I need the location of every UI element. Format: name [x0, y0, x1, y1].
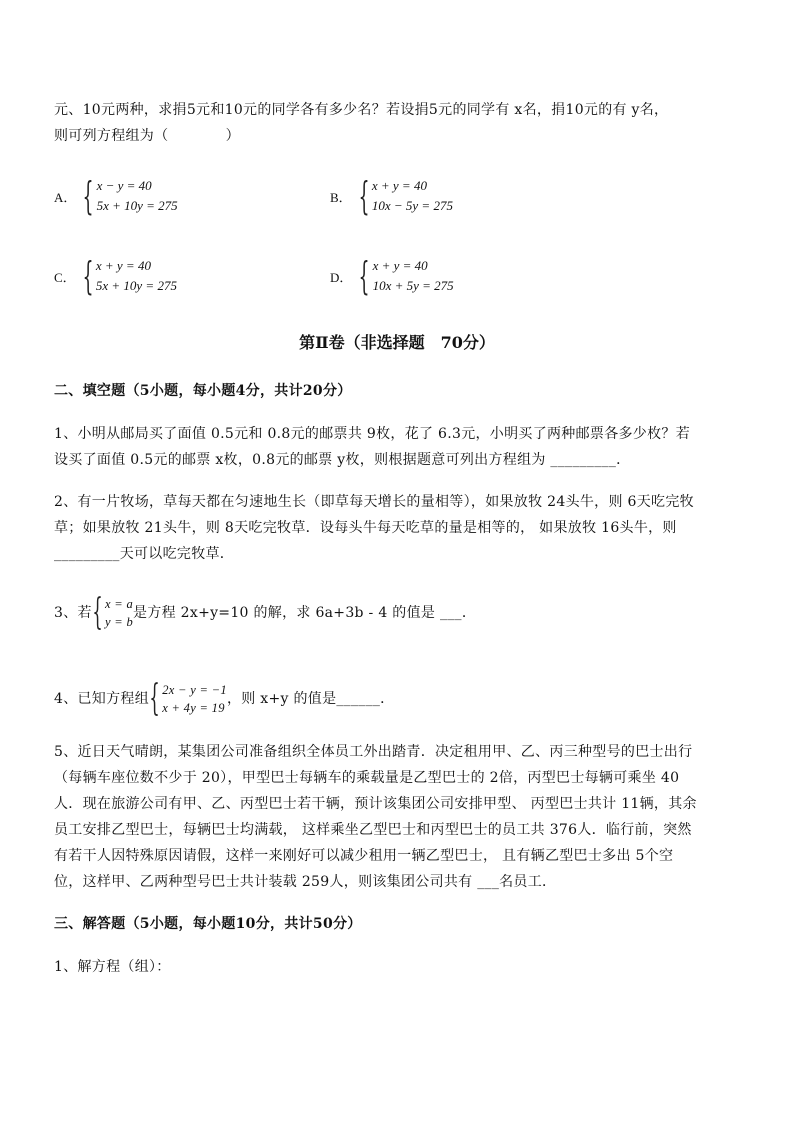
- fill-q5-line5: 有若干人因特殊原因请假，这样一来刚好可以减少租用一辆乙型巴士， 且有辆乙型巴士多出 5个空: [54, 848, 674, 864]
- option-c-eq1: x + y = 40: [95, 258, 151, 273]
- fill-q3: [54, 594, 476, 632]
- option-a[interactable]: [54, 176, 178, 216]
- fill-section-heading: 二、填空题（5小题，每小题4分，共计20分）: [54, 383, 352, 399]
- option-c-eq2: 5x + 10y = 275: [95, 278, 177, 293]
- fill-q4-suffix: ，则 x+y 的值是______．: [226, 691, 395, 707]
- fill-q4: [54, 680, 394, 718]
- fill-q1-line2: 设买了面值 0.5元的邮票 x枚，0.8元的邮票 y枚，则根据题意可列出方程组为 _________．: [54, 452, 631, 468]
- option-d-eq2: 10x + 5y = 275: [372, 278, 454, 293]
- fill-q3-system: [92, 594, 133, 632]
- solve-q1: 1、解方程（组）：: [54, 959, 171, 975]
- solve-section-heading: 三、解答题（5小题，每小题10分，共计50分）: [54, 916, 362, 932]
- option-d[interactable]: [330, 256, 454, 296]
- brace-icon: {: [359, 254, 370, 298]
- fill-q4-eq1: 2x − y = −1: [162, 683, 227, 697]
- option-a-label: A．: [54, 189, 77, 205]
- fill-q5-line1: 5、近日天气晴朗，某集团公司准备组织全体员工外出踏青．决定租用甲、乙、丙三种型号的巴士出行: [54, 744, 693, 760]
- option-c-system: [82, 256, 177, 296]
- option-b-system: [358, 176, 453, 216]
- fill-q2-line2: 草；如果放牧 21头牛，则 8天吃完牧草．设每头牛每天吃草的量是相等的， 如果放牧 16头牛，则: [54, 520, 677, 536]
- fill-q4-system: [149, 680, 227, 718]
- fill-q2-line3: _________天可以吃完牧草．: [54, 546, 235, 562]
- option-d-system: [358, 256, 453, 296]
- fill-q1-line1: 1、小明从邮局买了面值 0.5元和 0.8元的邮票共 9枚，花了 6.3元，小明买了两种邮票各多少枚？若: [54, 426, 691, 442]
- fill-q2-line1: 2、有一片牧场，草每天都在匀速地生长（即草每天增长的量相等），如果放牧 24头牛，则 6天吃完牧: [54, 494, 694, 510]
- fill-q3-eq1: x = a: [105, 597, 134, 611]
- option-d-label: D．: [330, 269, 353, 285]
- option-b[interactable]: [330, 176, 453, 216]
- option-c-label: C．: [54, 269, 76, 285]
- option-b-label: B．: [330, 189, 352, 205]
- brace-icon: {: [83, 174, 94, 218]
- fill-q5-line6: 位，这样甲、乙两种型号巴士共计装载 259人，则该集团公司共有 ___名员工．: [54, 874, 557, 890]
- fill-q3-prefix: 3、若: [54, 605, 92, 621]
- fill-q3-suffix: 是方程 2x+y=10 的解，求 6a+3b - 4 的值是 ___．: [133, 605, 477, 621]
- brace-icon: {: [149, 678, 160, 719]
- fill-q3-eq2: y = b: [105, 615, 134, 629]
- fill-q5-line4: 员工安排乙型巴士，每辆巴士均满载， 这样乘坐乙型巴士和丙型巴士的员工共 376人．临行前，突然: [54, 822, 692, 838]
- brace-icon: {: [358, 174, 370, 218]
- option-d-eq1: x + y = 40: [372, 258, 428, 273]
- brace-icon: {: [92, 592, 103, 633]
- part2-title: 第Ⅱ卷（非选择题 70分）: [299, 333, 495, 352]
- question-intro-line1: 元、10元两种，求捐5元和10元的同学各有多少名？若设捐5元的同学有 x名，捐10元的有 y名，: [54, 102, 669, 118]
- option-b-eq2: 10x − 5y = 275: [371, 198, 453, 213]
- question-intro-line2: 则可列方程组为（ ）: [54, 128, 240, 144]
- brace-icon: {: [82, 254, 94, 298]
- fill-q4-prefix: 4、已知方程组: [54, 691, 150, 707]
- option-b-eq1: x + y = 40: [371, 178, 427, 193]
- fill-q5-line2: （每辆车座位数不少于 20），甲型巴士每辆车的乘载量是乙型巴士的 2倍，丙型巴士每辆可乘坐 40: [54, 770, 680, 786]
- fill-q5-line3: 人．现在旅游公司有甲、乙、丙型巴士若干辆，预计该集团公司安排甲型、 丙型巴士共计 11辆，其余: [54, 796, 697, 812]
- fill-q4-eq2: x + 4y = 19: [162, 701, 225, 715]
- option-c[interactable]: [54, 256, 177, 296]
- option-a-eq1: x − y = 40: [96, 178, 152, 193]
- option-a-eq2: 5x + 10y = 275: [96, 198, 178, 213]
- option-a-system: [82, 176, 177, 216]
